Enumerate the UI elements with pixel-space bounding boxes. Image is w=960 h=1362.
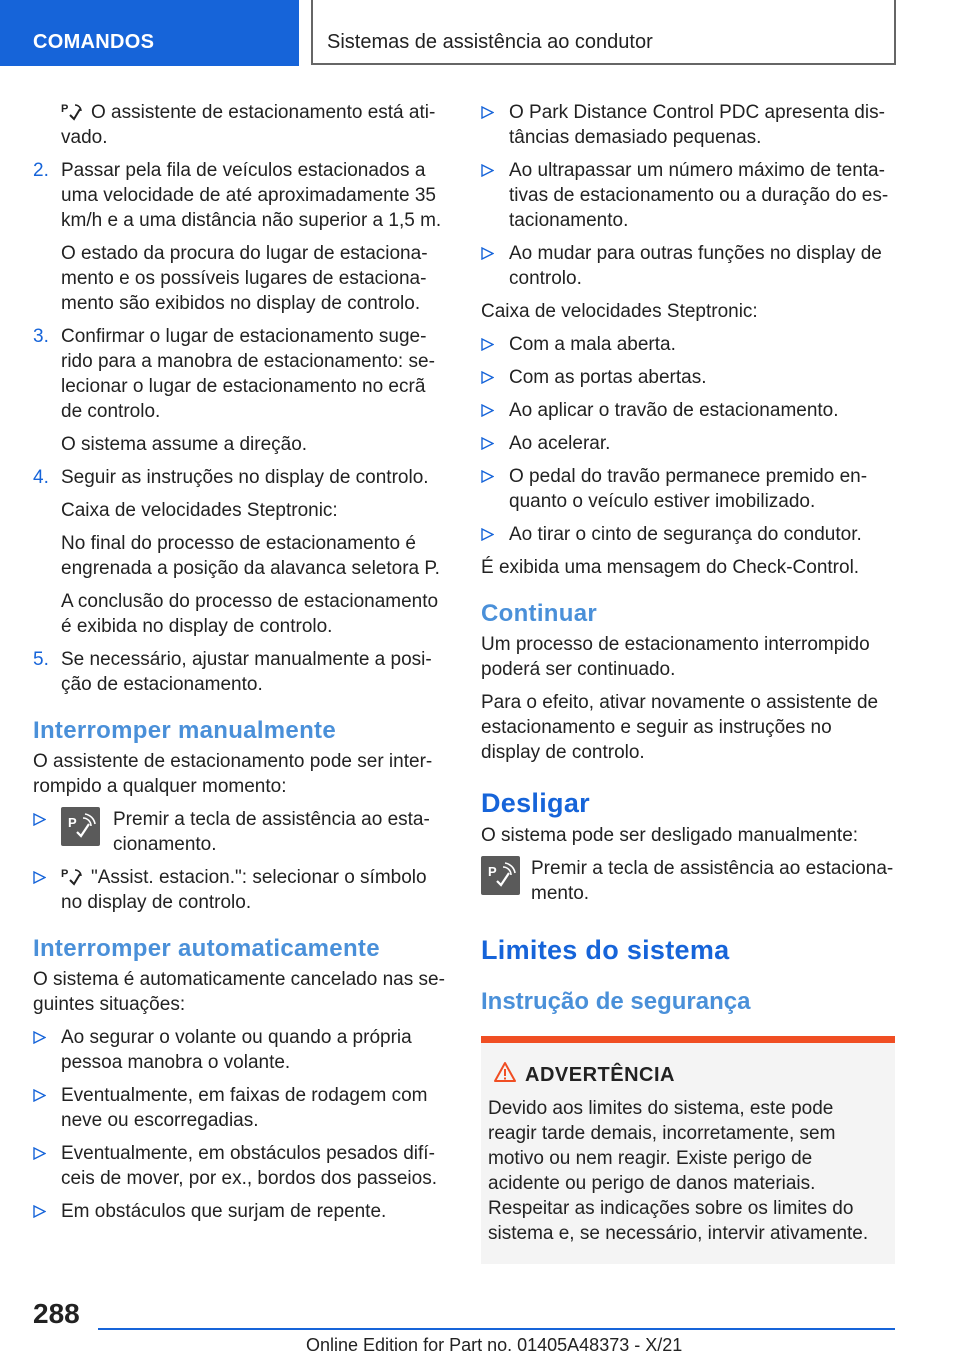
warning-title: ADVERTÊNCIA [488,1063,887,1088]
bullet-triangle-icon [481,106,494,119]
park-assist-icon [61,101,83,121]
park-assist-button-icon [61,807,100,846]
step-3-note: O sistema assume a direção. [61,434,308,455]
list-item: O Park Distance Control PDC apresenta distâncias demasiado pequenas. [481,100,895,150]
steptronic-label: Caixa de velocidades Steptronic: [481,301,758,322]
bullet-triangle-icon [33,1147,46,1160]
page-number: 288 [33,1298,80,1329]
continue-text-2: Para o efeito, ativar novamente o assistente de estacionamento e seguir as instruções no display de controlo. [481,692,879,763]
bullet-triangle-icon [33,1031,46,1044]
list-item: Eventualmente, em obstáculos pesados difíceis de mover, por ex., bordos dos passeios. [33,1141,445,1191]
auto-stop-text: O sistema é automaticamente cancelado nas seguintes situações: [33,969,445,1015]
step-2: 2. Passar pela fila de veículos estacionados a uma velocidade de até aproximadamente 35 km/h e a uma distância não superior a 1,5 m. [33,160,442,231]
page-header [0,0,960,66]
heading-continue: Continuar [481,600,598,627]
svg-text:P: P [61,868,69,880]
list-item: Com a mala aberta. [481,332,895,357]
list-item: Ao mudar para outras funções no display de controlo. [481,241,895,291]
list-item: P Premir a tecla de assistência ao estacionamento. [33,807,445,857]
right-column [481,100,895,1264]
list-item: Ao aplicar o travão de estacionamento. [481,398,895,423]
list-item: Ao segurar o volante ou quando a própria pessoa manobra o volante. [33,1025,445,1075]
heading-switch-off: Desligar [481,788,590,818]
list-item: O pedal do travão permanece premido enquanto o veículo estiver imobilizado. [481,464,895,514]
step-4: 4. Seguir as instruções no display de controlo. [33,467,429,488]
bullet-triangle-icon [481,528,494,541]
svg-text:P: P [488,864,497,879]
manual-stop-text: O assistente de estacionamento pode ser interrompido a qualquer momento: [33,751,433,797]
bullet-triangle-icon [33,1205,46,1218]
warning-box [481,1036,895,1264]
park-assist-icon [61,866,83,886]
switch-off-button-row: P Premir a tecla de assistência ao estacionamento. [481,856,895,906]
chapter-title: Sistemas de assistência ao condutor [311,0,896,65]
step-5: 5. Se necessário, ajustar manualmente a posição de estacionamento. [33,649,432,695]
footer-divider [98,1328,895,1330]
list-item: Eventualmente, em faixas de rodagem com neve ou escorregadias. [33,1083,445,1133]
bullet-triangle-icon [481,470,494,483]
list-item: Com as portas abertas. [481,365,895,390]
bullet-triangle-icon [481,247,494,260]
bullet-triangle-icon [33,871,46,884]
left-column [33,100,445,1232]
bullet-triangle-icon [481,404,494,417]
step-4-note-1: Caixa de velocidades Steptronic: [61,500,338,521]
edition-note: Online Edition for Part no. 01405A48373 - X/21 [306,1335,683,1355]
list-item: Ao acelerar. [481,431,895,456]
heading-auto-stop: Interromper automaticamente [33,935,380,962]
warning-triangle-icon [493,1061,517,1083]
svg-text:P: P [68,815,77,830]
list-item: Ao tirar o cinto de segurança do condutor. [481,522,895,547]
step-4-note-3: A conclusão do processo de estacionamento é exibida no display de controlo. [61,591,439,637]
step-4-note-2: No final do processo de estacionamento é engrenada a posição da alavanca seletora P. [61,533,440,579]
list-item: Em obstáculos que surjam de repente. [33,1199,445,1224]
check-control-note: É exibida uma mensagem do Check-Control. [481,557,860,578]
intro-paragraph: P O assistente de estacionamento está ativado. [61,102,436,148]
warning-text: Devido aos limites do sistema, este pode reagir tarde demais, incorretamente, sem motivo ou nem reagir. Existe perigo de acidente ou perigo de danos materiais. Respeitar as indicações sobre os limites do sistema e, se necessário, intervir ativamente. [488,1098,869,1244]
park-assist-button-icon [481,856,520,895]
bullet-triangle-icon [481,164,494,177]
step-3: 3. Confirmar o lugar de estacionamento sugerido para a manobra de estacionamento: selecionar o lugar de estacionamento no ecrã de controlo. [33,326,435,422]
bullet-triangle-icon [481,371,494,384]
heading-manual-stop: Interromper manualmente [33,717,336,744]
step-2-note: O estado da procura do lugar de estacionamento e os possíveis lugares de estacionamento são exibidos no display de controlo. [61,243,428,314]
bullet-triangle-icon [481,437,494,450]
bullet-triangle-icon [481,338,494,351]
heading-system-limits: Limites do sistema [481,935,730,965]
bullet-triangle-icon [33,813,46,826]
bullet-triangle-icon [33,1089,46,1102]
heading-safety: Instrução de segurança [481,988,751,1015]
section-tab: COMANDOS [0,0,299,66]
svg-text:P: P [61,103,69,115]
switch-off-text: O sistema pode ser desligado manualmente: [481,825,859,846]
list-item: P "Assist. estacion.": selecionar o símbolo no display de controlo. [33,865,445,915]
continue-text-1: Um processo de estacionamento interrompido poderá ser continuado. [481,634,870,680]
list-item: Ao ultrapassar um número máximo de tentativas de estacionamento ou a duração do estacionamento. [481,158,895,233]
